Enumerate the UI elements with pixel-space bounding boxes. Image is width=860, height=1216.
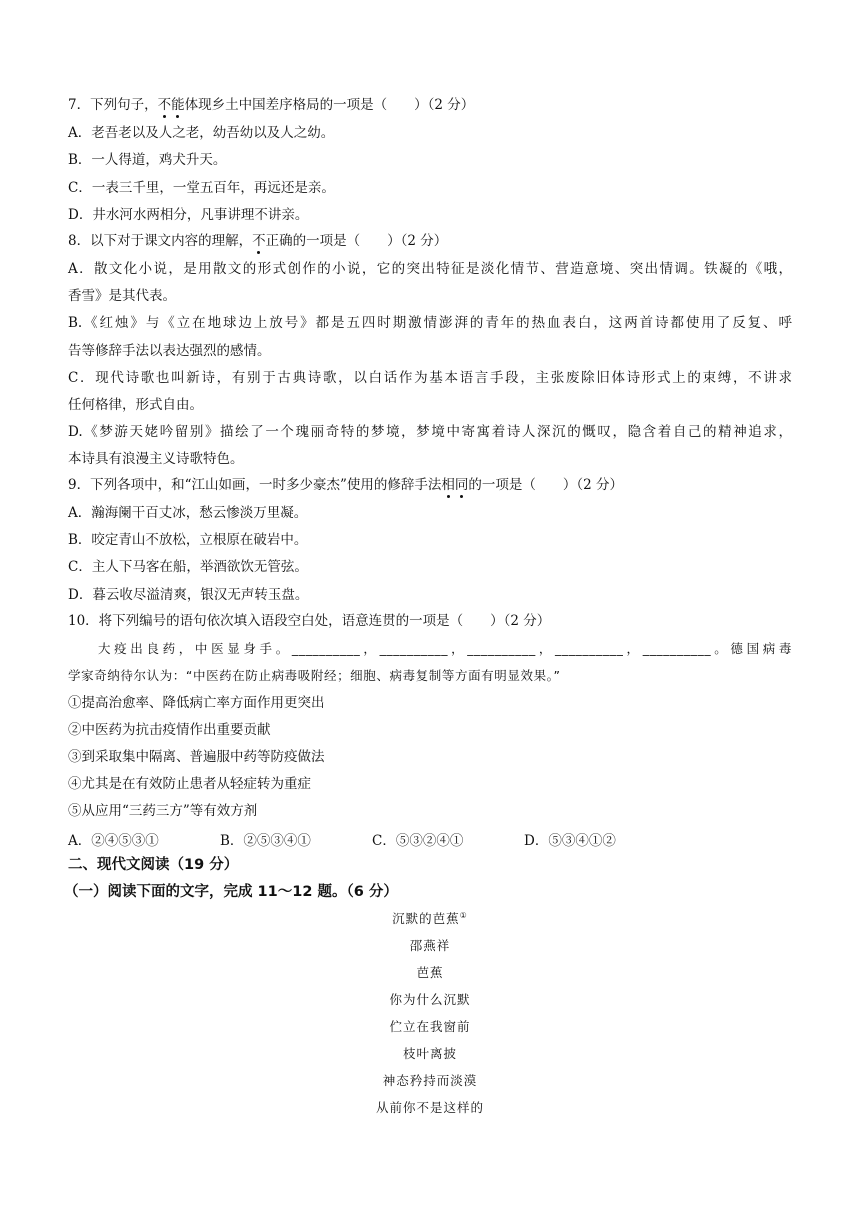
section-2-subtitle: （一）阅读下面的文字，完成 11～12 题。（6 分） xyxy=(64,884,398,900)
q7-option-b: B．一人得道，鸡犬升天。 xyxy=(68,152,227,168)
q9-option-d: D．暮云收尽溢清爽，银汉无声转玉盘。 xyxy=(68,587,309,603)
emphasis-dot-char: 不 xyxy=(157,97,172,113)
q10-choice-c: C．⑤③②④① xyxy=(372,833,464,849)
poem-author: 邵燕祥 xyxy=(409,938,451,953)
q10-choice-b: B．②⑤③④① xyxy=(220,833,311,849)
q8-option-a-line1: A．散文化小说，是用散文的形式创作的小说，它的突出特征是淡化情节、营造意境、突出情调。铁凝的《哦， xyxy=(68,261,792,277)
q10-choice-d: D．⑤③④①② xyxy=(524,833,616,849)
q9-option-b: B．咬定青山不放松，立根原在破岩中。 xyxy=(68,532,308,548)
q7-stem: 7．下列句子，不能体现乡土中国差序格局的一项是（ ）（2 分） xyxy=(68,97,475,113)
q8-option-c-line2: 任何格律，形式自由。 xyxy=(68,397,203,413)
emphasis-dot-char: 相 xyxy=(441,477,455,493)
emphasis-dot-char: 能 xyxy=(171,97,185,113)
q8-option-c-line1: C．现代诗歌也叫新诗，有别于古典诗歌，以白话作为基本语言手段，主张废除旧体诗形式上的束缚，不讲求 xyxy=(68,370,792,386)
poem-line: 芭蕉 xyxy=(416,965,444,980)
q10-item-4: ④尤其是在有效防止患者从轻症转为重症 xyxy=(68,776,311,792)
q10-stem: 10．将下列编号的语句依次填入语段空白处，语意连贯的一项是（ ）（2 分） xyxy=(68,613,551,629)
q8-option-a-line2: 香雪》是其代表。 xyxy=(68,288,176,304)
q8-option-d-line2: 本诗具有浪漫主义诗歌特色。 xyxy=(68,451,244,467)
q10-passage-line2: 学家奇纳待尔认为：“中医药在防止病毒吸附经；细胞、病毒复制等方面有明显效果。” xyxy=(68,668,561,683)
footnote-marker: ① xyxy=(459,910,468,920)
q10-choice-a: A．②④⑤③① xyxy=(68,833,159,849)
poem-line: 神态矜持而淡漠 xyxy=(382,1073,478,1088)
q10-passage-line1: 大疫出良药，中医显身手。__________，__________，__________，__________，__________。德国病毒 xyxy=(98,641,792,656)
q7-option-c: C．一表三千里，一堂五百年，再远还是亲。 xyxy=(68,180,335,196)
q10-item-2: ②中医药为抗击疫情作出重要贡献 xyxy=(68,722,271,738)
q8-option-b-line2: 告等修辞手法以表达强烈的感情。 xyxy=(68,343,271,359)
q7-option-d: D．井水河水两相分，凡事讲理不讲亲。 xyxy=(68,207,309,223)
poem-line: 你为什么沉默 xyxy=(389,992,471,1007)
q7-option-a: A．老吾老以及人之老，幼吾幼以及人之幼。 xyxy=(68,125,335,141)
q8-option-d-line1: D.《梦游天姥吟留别》描绘了一个瑰丽奇特的梦境，梦境中寄寓着诗人深沉的慨叹，隐含着自己的精神追求， xyxy=(68,424,792,440)
q10-item-3: ③到采取集中隔离、普遍服中药等防疫做法 xyxy=(68,749,325,765)
emphasis-dot-char: 不 xyxy=(252,233,266,249)
section-2-title: 二、现代文阅读（19 分） xyxy=(68,857,239,873)
q8-stem: 8．以下对于课文内容的理解，不正确的一项是（ ）（2 分） xyxy=(68,233,448,249)
q9-option-a: A．瀚海阑干百丈冰，愁云惨淡万里凝。 xyxy=(68,505,308,521)
q8-option-b-line1: B.《红烛》与《立在地球边上放号》都是五四时期激情澎湃的青年的热血表白，这两首诗都使用了反复、呼 xyxy=(68,315,792,331)
poem-line: 枝叶离披 xyxy=(402,1046,457,1061)
emphasis-dot-char: 同 xyxy=(454,477,469,493)
poem-line: 从前你不是这样的 xyxy=(375,1100,484,1115)
q10-item-1: ①提高治愈率、降低病亡率方面作用更突出 xyxy=(68,695,325,711)
poem-title: 沉默的芭蕉① xyxy=(392,910,468,926)
q9-stem: 9．下列各项中，和“江山如画，一时多少豪杰”使用的修辞手法相同的一项是（ ）（2 分） xyxy=(68,477,624,493)
q10-item-5: ⑤从应用“三药三方”等有效方剂 xyxy=(68,803,258,819)
poem-line: 伫立在我窗前 xyxy=(389,1019,471,1034)
q9-option-c: C．主人下马客在船，举酒欲饮无管弦。 xyxy=(68,559,308,575)
q10-choices xyxy=(68,829,792,847)
